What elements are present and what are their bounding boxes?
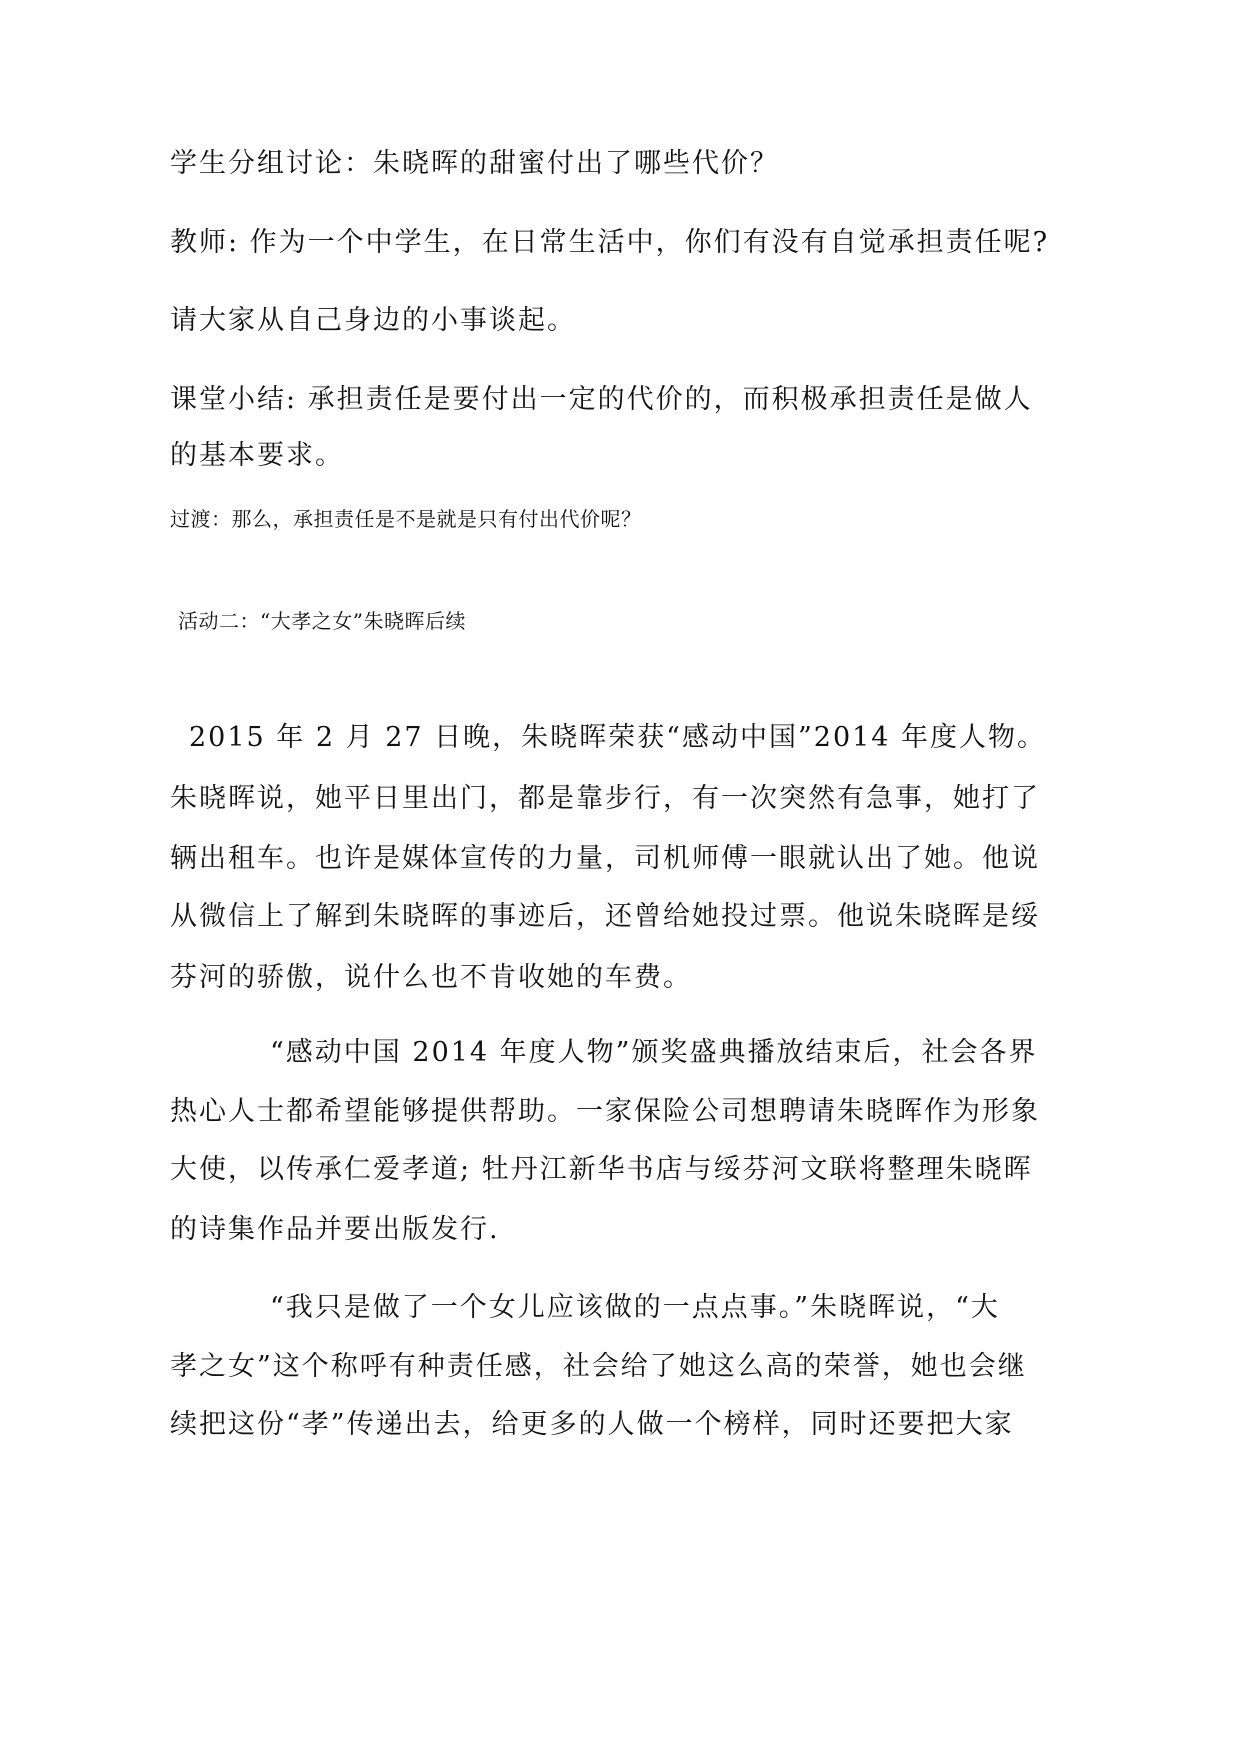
story-paragraph-1-line-5: 芬河的骄傲，说什么也不肯收她的车费。: [170, 962, 692, 993]
activity-heading: 活动二：“大孝之女”朱晓晖后续: [178, 609, 466, 633]
story-paragraph-1-line-3: 辆出租车。也许是媒体宣传的力量，司机师傅一眼就认出了她。他说: [170, 843, 1040, 874]
summary-line-2: 的基本要求。: [170, 440, 344, 471]
story-paragraph-1-line-1: 2015 年 2 月 27 日晚，朱晓晖荣获“感动中国”2014 年度人物。: [189, 722, 1047, 753]
story-paragraph-2-line-1: “感动中国 2014 年度人物”颁奖盛典播放结束后，社会各界: [270, 1037, 1038, 1068]
discussion-prompt: 学生分组讨论：朱晓晖的甜蜜付出了哪些代价？: [170, 148, 779, 179]
story-paragraph-3-line-1: “我只是做了一个女儿应该做的一点点事。”朱晓晖说，“大: [270, 1292, 1000, 1323]
story-paragraph-1-line-4: 从微信上了解到朱晓晖的事迹后，还曾给她投过票。他说朱晓晖是绥: [170, 901, 1040, 932]
story-paragraph-3-line-3: 续把这份“孝”传递出去，给更多的人做一个榜样，同时还要把大家: [170, 1409, 1014, 1440]
story-paragraph-2-line-2: 热心人士都希望能够提供帮助。一家保险公司想聘请朱晓晖作为形象: [170, 1096, 1040, 1127]
summary-line-1: 课堂小结: 承担责任是要付出一定的代价的，而积极承担责任是做人: [170, 384, 1033, 415]
story-paragraph-3-line-2: 孝之女”这个称呼有种责任感，社会给了她这么高的荣誉，她也会继: [170, 1351, 1027, 1382]
transition-text: 过渡：那么，承担责任是不是就是只有付出代价呢？: [170, 507, 642, 531]
teacher-question: 教师: 作为一个中学生，在日常生活中，你们有没有自觉承担责任呢?: [170, 227, 1050, 258]
story-paragraph-2-line-4: 的诗集作品并要出版发行.: [170, 1214, 500, 1245]
story-paragraph-2-line-3: 大使，以传承仁爱孝道; 牡丹江新华书店与绥芬河文联将整理朱晓晖: [170, 1154, 1033, 1185]
story-paragraph-1-line-2: 朱晓晖说，她平日里出门，都是靠步行，有一次突然有急事，她打了: [170, 783, 1040, 814]
teacher-instruction: 请大家从自己身边的小事谈起。: [170, 305, 576, 336]
